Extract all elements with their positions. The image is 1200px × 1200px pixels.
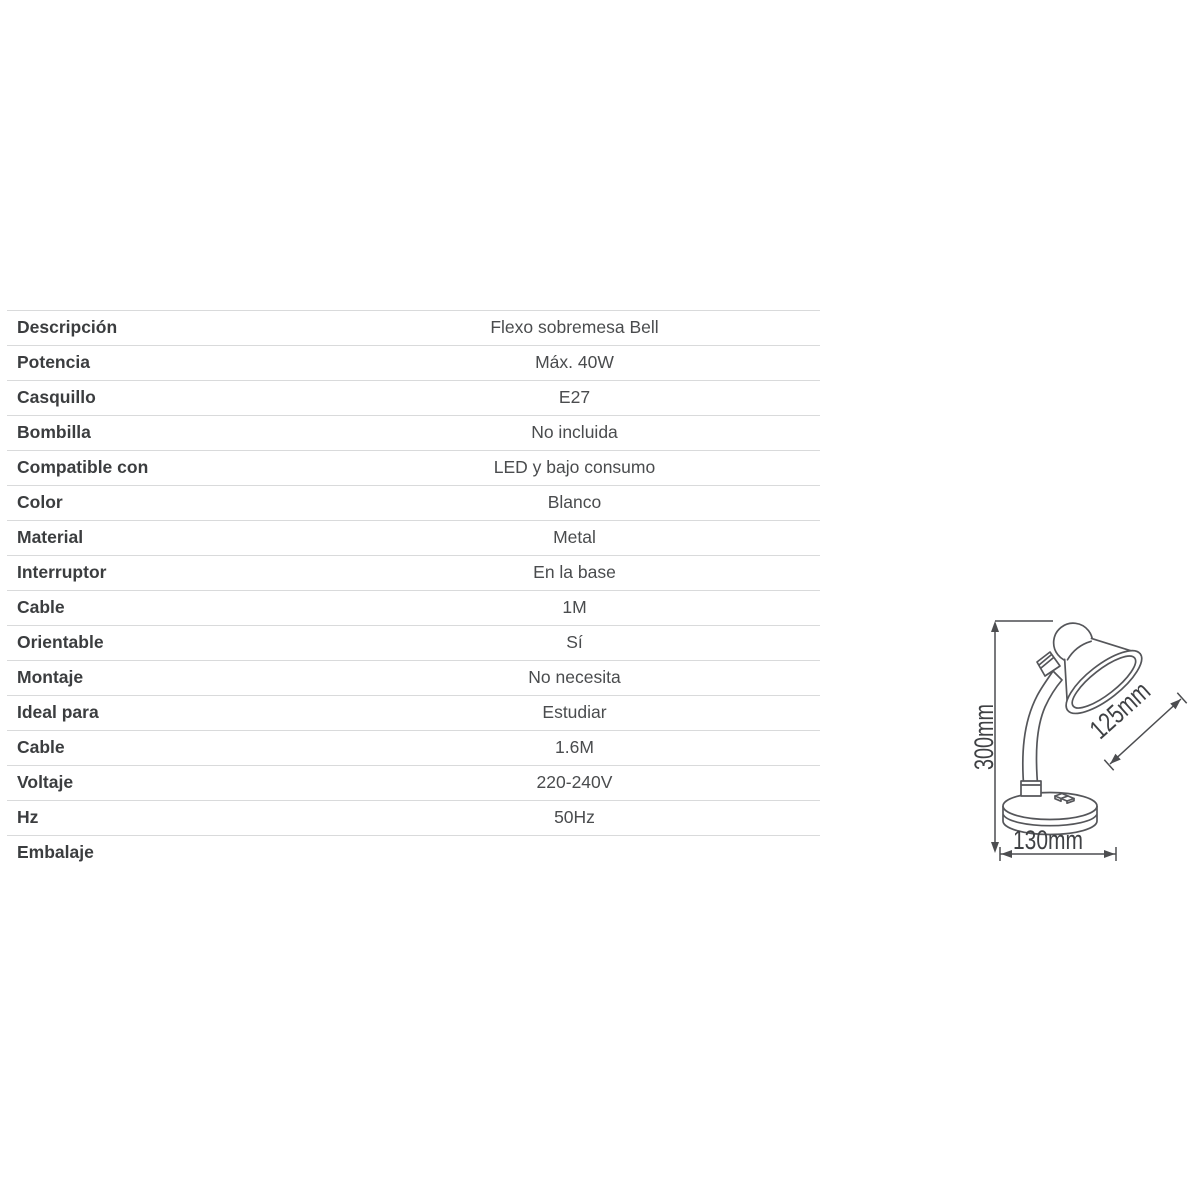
shade-dimension-label: 125mm: [1083, 662, 1171, 745]
spec-value: Blanco: [547, 492, 602, 512]
spec-value: No incluida: [531, 422, 618, 442]
spec-label: Material: [17, 527, 84, 547]
spec-value: Estudiar: [542, 702, 607, 722]
base-dimension-label: 130mm: [1013, 825, 1083, 855]
spec-table-row: [7, 625, 820, 660]
spec-label: Casquillo: [17, 387, 96, 407]
spec-table-row: [7, 695, 820, 730]
spec-label: Montaje: [17, 667, 84, 687]
spec-label: Potencia: [17, 352, 90, 372]
spec-value: En la base: [533, 562, 616, 582]
height-dimension-label: 300mm: [969, 679, 999, 770]
spec-label: Voltaje: [17, 772, 74, 792]
spec-table-row: [7, 555, 820, 590]
spec-table-row: [7, 800, 820, 835]
spec-label: Cable: [17, 597, 65, 617]
spec-value: Sí: [566, 632, 583, 652]
spec-label: Hz: [17, 807, 39, 827]
spec-value: Máx. 40W: [535, 352, 614, 372]
spec-table-row: [7, 835, 820, 870]
spec-value: No necesita: [528, 667, 621, 687]
spec-table-row: [7, 660, 820, 695]
spec-table: [7, 310, 820, 870]
spec-label: Embalaje: [17, 842, 94, 862]
spec-table-row: [7, 380, 820, 415]
spec-label: Cable: [17, 737, 65, 757]
spec-table-row: [7, 520, 820, 555]
spec-table-row: [7, 450, 820, 485]
spec-table-row: [7, 345, 820, 380]
spec-value: [329, 836, 820, 870]
spec-label: Descripción: [17, 317, 118, 337]
spec-value: 1M: [562, 597, 587, 617]
spec-table-row: [7, 590, 820, 625]
spec-label: Bombilla: [17, 422, 91, 442]
spec-value: E27: [558, 387, 591, 407]
base-dimension: [1000, 825, 1116, 861]
spec-label: Ideal para: [17, 702, 99, 722]
lamp-gooseneck: [1021, 671, 1062, 796]
spec-value: 50Hz: [554, 807, 595, 827]
spec-value: 220-240V: [536, 772, 613, 792]
lamp-joint: [1037, 652, 1060, 676]
spec-label: Color: [17, 492, 63, 512]
spec-value: 1.6M: [555, 737, 594, 757]
spec-value: Flexo sobremesa Bell: [490, 317, 659, 337]
spec-table-row: [7, 310, 820, 345]
spec-table-row: [7, 485, 820, 520]
spec-value: LED y bajo consumo: [493, 457, 656, 477]
spec-table-row: [7, 730, 820, 765]
spec-table-row: [7, 415, 820, 450]
spec-label: Orientable: [17, 632, 104, 652]
spec-value: Metal: [553, 527, 596, 547]
spec-label: Compatible con: [17, 457, 149, 477]
spec-label: Interruptor: [17, 562, 107, 582]
lamp-dimension-drawing: [950, 600, 1190, 865]
spec-table-row: [7, 765, 820, 800]
